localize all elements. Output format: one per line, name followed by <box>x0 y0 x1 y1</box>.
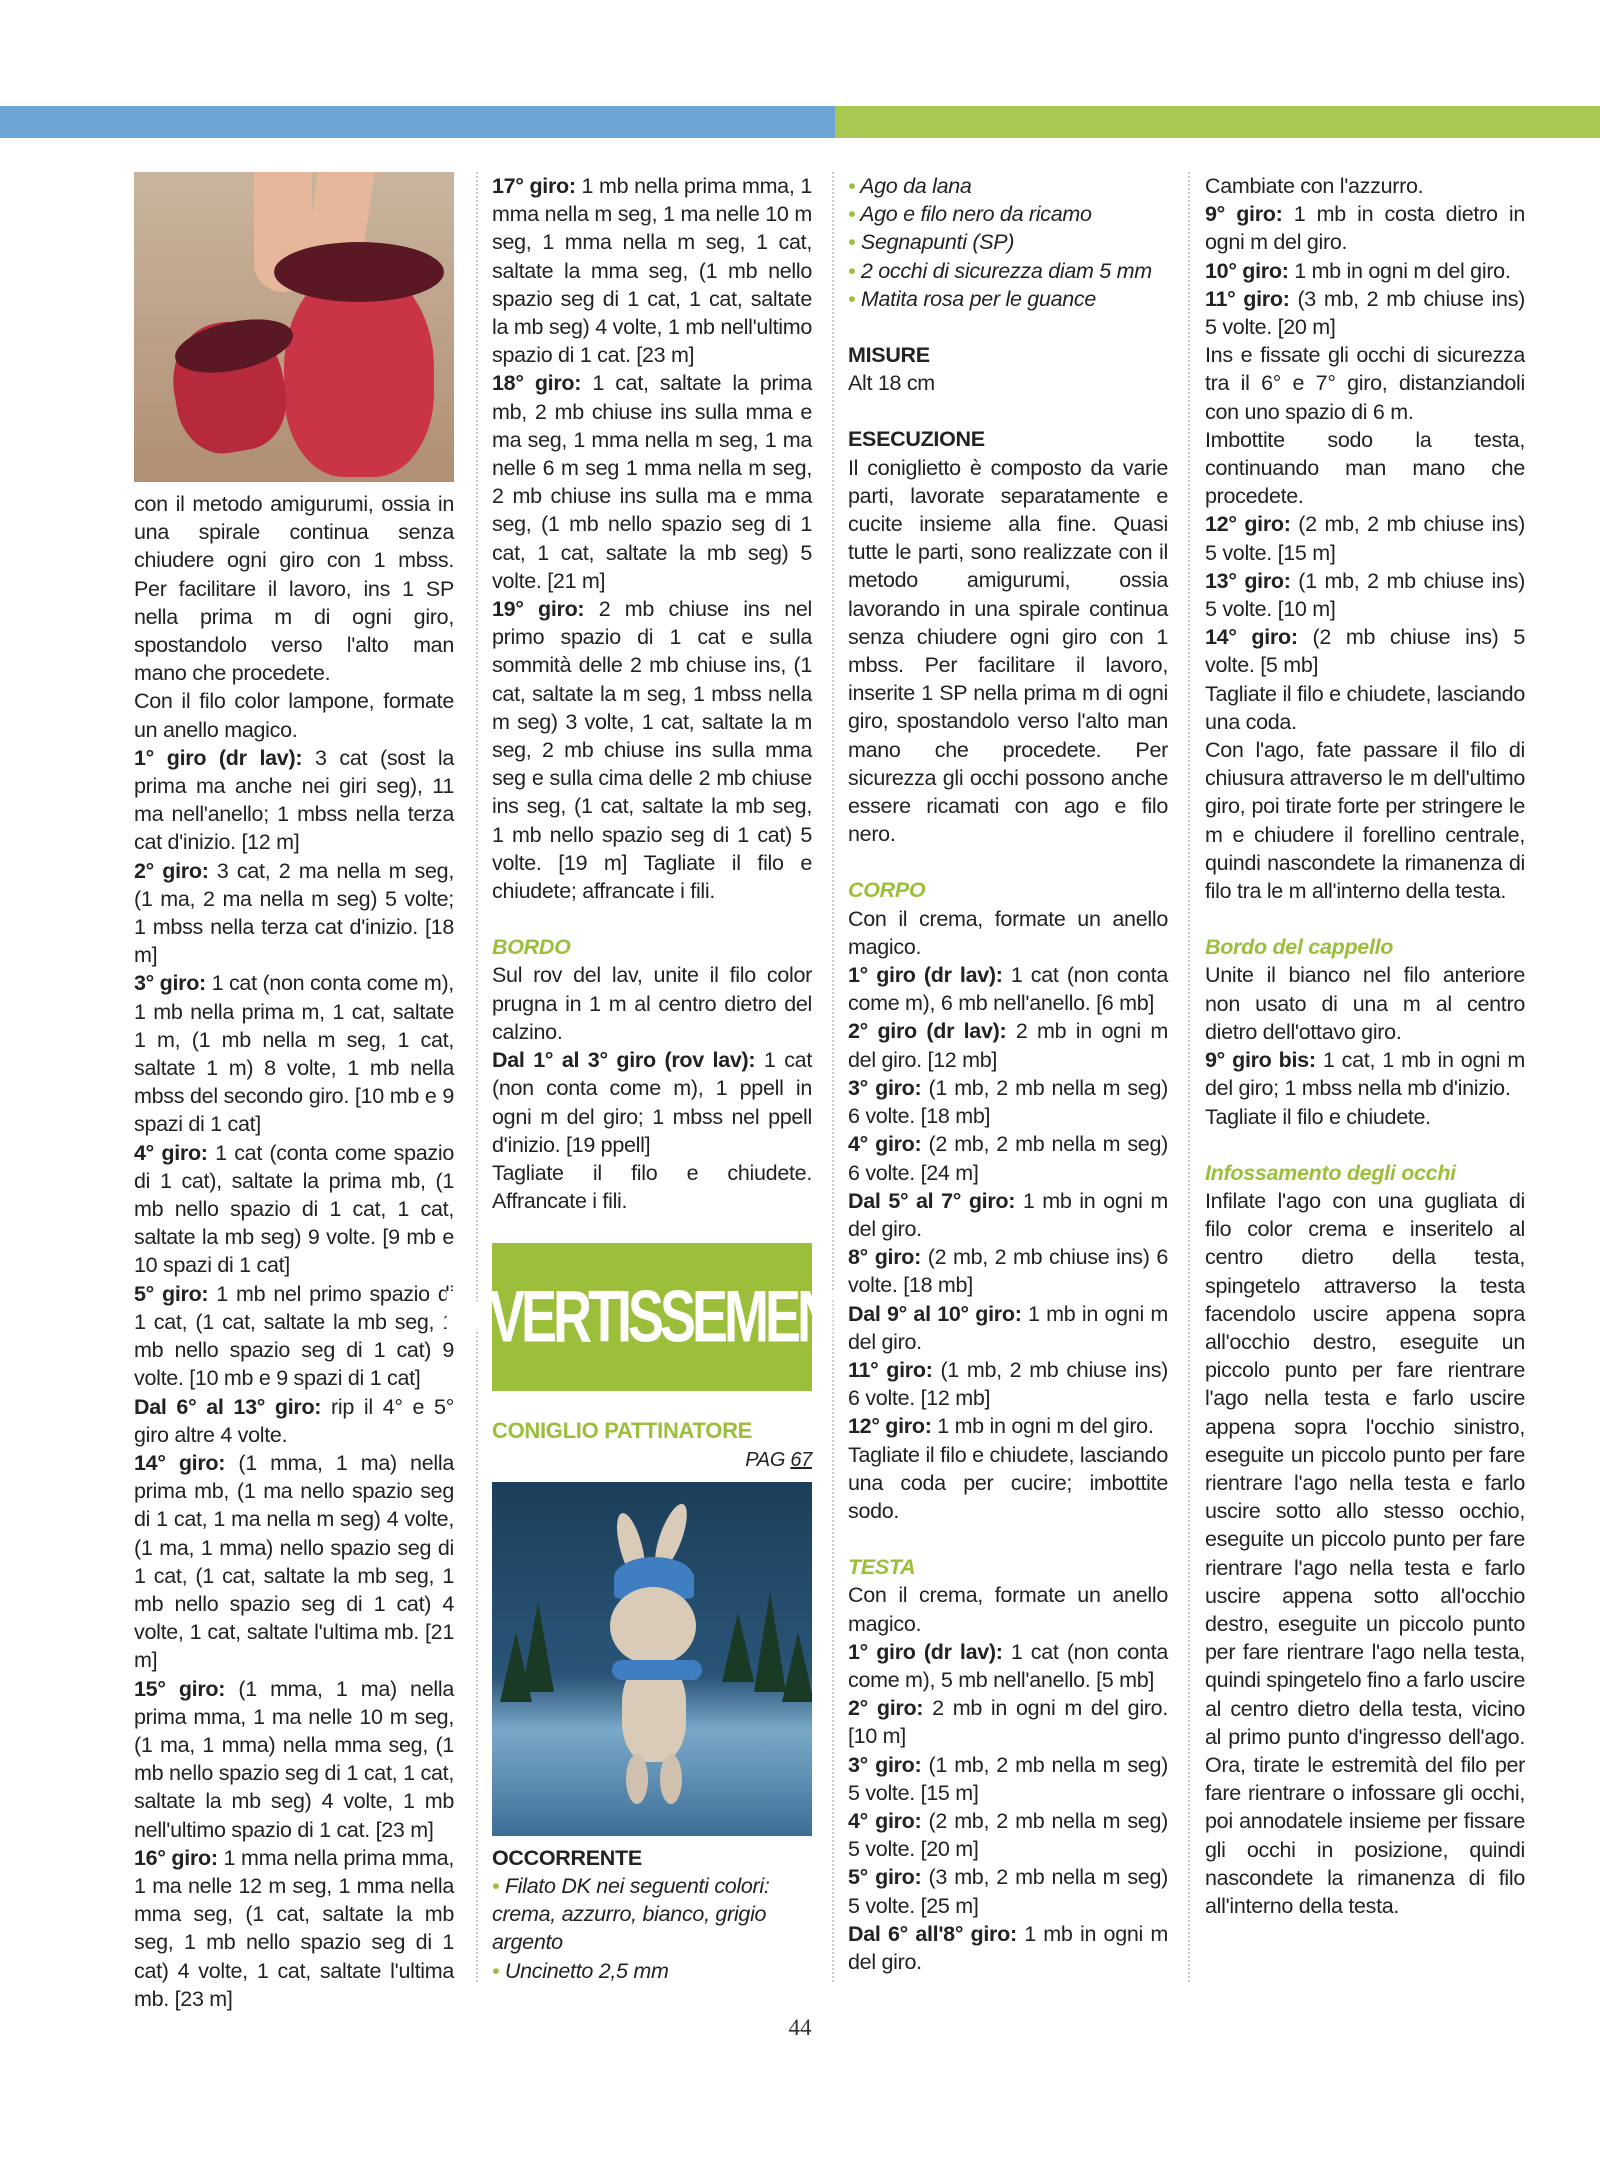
misure-title: MISURE <box>848 343 930 368</box>
instruction-line <box>134 857 454 970</box>
instruction-line <box>848 1441 1168 1526</box>
instruction-line <box>848 1863 1168 1919</box>
instruction-line <box>134 687 454 743</box>
bullet-icon: • <box>492 1958 505 1983</box>
round-label: 2° giro: <box>848 1696 924 1721</box>
instruction-text: 1 mb in ogni m del giro. <box>848 1921 1169 1974</box>
instruction-line <box>1205 285 1525 341</box>
instruction-text: (1 mb, 2 mb chiuse ins) 5 volte. [10 m] <box>1205 568 1525 622</box>
divertissement-banner: DIVERTISSEMENT <box>492 1243 812 1391</box>
instruction-line <box>134 490 454 687</box>
list-item-text: Ago e filo nero da ricamo <box>860 202 1092 227</box>
instruction-line <box>134 744 454 857</box>
instruction-line <box>848 905 1168 961</box>
instruction-line <box>848 1356 1168 1412</box>
instruction-text: con il metodo amigurumi, ossia in una spirale continua senza chiudere ogni giro con 1 mbss. Per facilitare il lavoro, ins 1 SP nella prima m di ogni giro, spostandolo verso l'alto man mano che procedete. <box>134 492 454 686</box>
instruction-line <box>492 172 812 369</box>
instruction-text: 2 mb in ogni m del giro. [12 mb] <box>848 1019 1169 1072</box>
column-divider <box>832 172 834 1982</box>
instruction-text: (1 mb, 2 mb nella m seg) 6 volte. [18 mb] <box>848 1075 1168 1129</box>
occhi-text: Infilate l'ago con una gugliata di filo color crema e inseritelo al centro dietro della testa, spingetelo attraverso la testa facendolo uscire appena sopra all'occhio destro, eseguite un piccolo punto per fare rientrare l'ago nella testa e farlo uscire appena sopra l'occhio sinistro, eseguite un piccolo punto per fare rientrare l'ago nella testa e farlo uscire sotto allo stesso occhio, eseguite un piccolo punto per fare rientrare l'ago nella testa e farlo uscire appena sotto all'occhio destro, eseguite un piccolo punto per fare rientrare l'ago nella testa, quindi spingetelo fino a farlo uscire al centro dietro della testa, vicino al primo punto d'ingresso dell'ago. Ora, tirate le estremità del filo per fare rientrare o infossare gli occhi, poi annodatele insieme per fissare gli occhi in posizione, quindi nascondete la rimanenza di filo all'interno della testa. <box>1205 1188 1525 1918</box>
instruction-line <box>134 1449 454 1675</box>
round-label: 4° giro: <box>848 1808 922 1833</box>
list-item-text: Ago da lana <box>860 174 972 198</box>
instruction-line <box>1205 1046 1525 1102</box>
bunny-photo <box>492 1482 812 1836</box>
bullet-icon: • <box>848 230 861 255</box>
round-label: 15° giro: <box>134 1676 226 1701</box>
instruction-text: Imbottite sodo la testa, continuando man mano che procedete. <box>1205 427 1525 509</box>
instruction-line <box>848 1017 1168 1073</box>
instruction-line <box>848 1581 1168 1637</box>
instruction-text: (2 mb, 2 mb nella m seg) 6 volte. [24 m] <box>848 1132 1168 1185</box>
instruction-line <box>492 369 812 595</box>
list-item <box>492 1872 812 1957</box>
round-label: 11° giro: <box>848 1357 933 1382</box>
bordo-text <box>492 961 812 1215</box>
instruction-text: (1 mb, 2 mb nella m seg) 5 volte. [15 m] <box>848 1752 1168 1805</box>
round-label: 8° giro: <box>848 1245 921 1270</box>
instruction-text: 1 cat, 1 mb in ogni m del giro; 1 mbss nella mb d'inizio. <box>1205 1048 1525 1101</box>
instruction-line <box>848 1412 1168 1440</box>
instruction-text: 1 mb in ogni m del giro. <box>848 1188 1168 1241</box>
esecuzione-text: Il coniglietto è composto da varie parti, lavorate separatamente e cucite insieme alla fine. Quasi tutte le parti, sono realizzate con il metodo amigurumi, ossia lavorando in una spirale continua senza chiudere ogni giro con 1 mbss. Per facilitare il lavoro, inserite 1 SP nella prima m di ogni giro, spostandolo verso l'alto man mano che procedete. Per sicurezza gli occhi possono anche essere ricamati con ago e filo nero. <box>848 455 1168 847</box>
instruction-line <box>848 961 1168 1017</box>
instruction-line <box>134 1393 454 1449</box>
round-label: 2° giro (dr lav): <box>848 1019 1007 1044</box>
instruction-text: 3 cat (sost la prima ma anche nei giri seg), 11 ma nell'anello; 1 mbss nella terza cat d'inizio. [12 m] <box>134 745 454 855</box>
list-item-text: Matita rosa per le guance <box>860 286 1097 311</box>
list-item <box>848 228 1168 256</box>
instruction-text: Sul rov del lav, unite il filo color prugna in 1 m al centro dietro del calzino. <box>492 963 812 1044</box>
round-label: 1° giro (dr lav): <box>848 963 1003 988</box>
instruction-text: Tagliate il filo e chiudete, lasciando una coda per cucire; imbottite sodo. <box>848 1442 1168 1523</box>
list-item <box>848 200 1168 228</box>
instruction-line <box>492 595 812 905</box>
round-label: 14° giro: <box>1205 625 1298 650</box>
instruction-text: Tagliate il filo e chiudete, lasciando una coda. <box>1205 681 1525 734</box>
round-label: Dal 1° al 3° giro (rov lav): <box>492 1048 756 1073</box>
instruction-text: 1 mb nella prima mma, 1 mma nella m seg, 1 ma nelle 10 m seg, 1 mma nella m seg, 1 cat, saltate la mma seg, (1 mb nello spazio seg di 1 cat, 1 cat, saltate la mb seg) 4 volte, 1 mb nell'ultimo spazio di 1 cat. [23 m] <box>492 174 813 368</box>
column-divider <box>1188 172 1190 1982</box>
instruction-text: (2 mb, 2 mb chiuse ins) 5 volte. [15 m] <box>1205 512 1525 565</box>
misure-value: Alt 18 cm <box>848 371 935 396</box>
round-label: Dal 6° al 13° giro: <box>134 1394 322 1419</box>
round-label: 11° giro: <box>1205 286 1290 311</box>
instruction-text: 3 cat, 2 ma nella m seg, (1 ma, 2 ma nella m seg) 5 volte; 1 mbss nella terza cat d'inizio. [18 m] <box>134 858 454 968</box>
instruction-line <box>1205 341 1525 426</box>
instruction-text: 2 mb chiuse ins nel primo spazio di 1 cat e sulla sommità delle 2 mb chiuse ins, (1 cat, saltate la m seg, 1 mbss nella m seg) 3 volte, 1 cat, saltate la m seg, 2 mb chiuse ins sulla mma seg e sulla cima delle 2 mb chiuse ins seg, (1 cat, saltate la mb seg, 1 mb nello spazio seg di 1 cat) 5 volte. [19 m] Tagliate il filo e chiudete; affrancate i fili. <box>492 597 812 904</box>
round-label: 17° giro: <box>492 174 576 198</box>
instruction-line <box>134 1280 454 1393</box>
instruction-line <box>134 1139 454 1280</box>
instruction-text: Cambiate con l'azzurro. <box>1205 174 1424 198</box>
esecuzione-title: ESECUZIONE <box>848 427 985 452</box>
col1-text <box>134 490 454 2013</box>
instruction-line <box>1205 426 1525 511</box>
instruction-text: (2 mb, 2 mb chiuse ins) 6 volte. [18 mb] <box>848 1245 1168 1298</box>
instruction-line <box>1205 623 1525 679</box>
testa-text <box>848 1581 1168 1976</box>
instruction-text: Tagliate il filo e chiudete. <box>1205 1104 1431 1129</box>
instruction-text: Con il filo color lampone, formate un anello magico. <box>134 689 454 742</box>
instruction-text: (1 mma, 1 ma) nella prima mb, (1 ma nello spazio seg di 1 cat, 1 ma nella m seg) 4 volte, (1 ma, 1 mma) nello spazio seg di 1 cat, (1 cat, saltate la mb seg, 1 mb nello spazio seg di 1 cat) 4 volte, 1 cat, saltate l'ultima mb. [21 m] <box>134 1450 454 1673</box>
instruction-text: 1 mb in ogni m del giro. <box>848 1301 1169 1354</box>
round-label: 2° giro: <box>134 858 209 883</box>
round-label: 12° giro: <box>848 1414 932 1439</box>
round-label: 3° giro: <box>134 971 206 996</box>
round-label: 10° giro: <box>1205 258 1289 283</box>
instruction-text: rip il 4° e 5° giro altre 4 volte. <box>134 1394 454 1447</box>
instruction-text: 1 cat (conta come spazio di 1 cat), saltate la prima mb, (1 mb nello spazio di 1 cat, 1 cat, saltate la mb seg) 9 volte. [9 mb e 10 spazi di 1 cat] <box>134 1140 454 1278</box>
round-label: 9° giro: <box>1205 202 1283 227</box>
instruction-line <box>134 969 454 1138</box>
header-bar-green <box>835 106 1600 138</box>
instruction-line <box>848 1807 1168 1863</box>
instruction-text: 1 mma nella prima mma, 1 ma nelle 12 m seg, 1 mma nella mma seg, (1 cat, saltate la mb seg, 1 mb nello spazio seg di 1 cat) 4 volte, 1 cat, saltate l'ultima mb. [23 m] <box>134 1845 454 2011</box>
bullet-icon: • <box>848 258 861 283</box>
instruction-text: (1 mma, 1 ma) nella prima mma, 1 ma nelle 10 m seg, (1 ma, 1 mma) nella mma seg, (1 mb nello spazio seg di 1 cat, 1 cat, saltate la mb seg) 4 volte, 1 mb nell'ultimo spazio di 1 cat. [23 m] <box>134 1676 454 1842</box>
column-1 <box>134 172 454 2013</box>
instruction-text: Tagliate il filo e chiudete. Affrancate i fili. <box>492 1160 812 1214</box>
instruction-text: 1 mb in ogni m del giro. <box>1288 258 1511 283</box>
instruction-text: (3 mb, 2 mb chiuse ins) 5 volte. [20 m] <box>1205 286 1525 340</box>
instruction-line <box>1205 257 1525 285</box>
bordo-cappello-title: Bordo del cappello <box>1205 935 1394 960</box>
instruction-line <box>848 1187 1168 1243</box>
instruction-line <box>1205 172 1525 200</box>
page-number: 44 <box>788 2015 812 2040</box>
instruction-text: 1 cat (non conta come m), 1 ppell in ogni m del giro; 1 mbss nel ppell d'inizio. [19 ppell] <box>492 1048 812 1157</box>
round-label: Dal 9° al 10° giro: <box>848 1301 1022 1326</box>
round-label: 14° giro: <box>134 1450 226 1475</box>
instruction-text: Con l'ago, fate passare il filo di chiusura attraverso le m dell'ultimo giro, poi tirate forte per stringere le m e chiudere il forellino centrale, quindi nascondete la rimanenza di filo tra le m all'interno della testa. <box>1205 738 1525 904</box>
instruction-line <box>1205 1103 1525 1131</box>
round-label: Dal 6° all'8° giro: <box>848 1921 1017 1946</box>
materials-list <box>848 172 1168 313</box>
instruction-text: 2 mb in ogni m del giro. [10 m] <box>848 1696 1168 1749</box>
instruction-line <box>1205 200 1525 256</box>
instruction-text: 1 mb nel primo spazio di 1 cat, (1 cat, saltate la mb seg, 1 mb nello spazio seg di 1 cat) 9 volte. [10 mb e 9 spazi di 1 cat] <box>134 1281 454 1391</box>
round-label: 3° giro: <box>848 1075 922 1100</box>
list-item-text: Filato DK nei seguenti colori: crema, azzurro, bianco, grigio argento <box>492 1873 770 1955</box>
round-label: Dal 5° al 7° giro: <box>848 1188 1016 1213</box>
instruction-text: 1 cat (non conta come m), 6 mb nell'anello. [6 mb] <box>848 963 1168 1016</box>
instruction-line <box>848 1638 1168 1694</box>
instruction-text: 1 cat (non conta come m), 1 mb nella prima m, 1 cat, saltate 1 m, (1 mb nella m seg, 1 cat, saltate 1 m) 8 volte, 1 mb nella mbss del secondo giro. [10 mb e 9 spazi di 1 cat] <box>134 971 454 1137</box>
round-label: 4° giro: <box>848 1132 922 1157</box>
round-label: 1° giro (dr lav): <box>848 1639 1003 1664</box>
page-reference[interactable]: PAG 67 <box>745 1448 812 1471</box>
round-label: 3° giro: <box>848 1752 922 1777</box>
round-label: 19° giro: <box>492 597 585 622</box>
instruction-line <box>848 1300 1168 1356</box>
column-divider <box>476 172 478 1982</box>
round-label: 12° giro: <box>1205 512 1291 537</box>
instruction-line <box>492 961 812 1046</box>
col2-text <box>492 172 812 905</box>
instruction-line <box>1205 961 1525 1046</box>
round-label: 13° giro: <box>1205 568 1291 593</box>
instruction-line <box>492 1046 812 1159</box>
round-label: 9° giro bis: <box>1205 1048 1316 1073</box>
round-label: 5° giro: <box>134 1281 209 1306</box>
round-label: 4° giro: <box>134 1140 208 1165</box>
round-label: 5° giro: <box>848 1865 922 1890</box>
round-label: 1° giro (dr lav): <box>134 745 303 770</box>
instruction-line <box>848 1074 1168 1130</box>
instruction-text: Con il crema, formate un anello magico. <box>848 906 1168 959</box>
instruction-line <box>1205 567 1525 623</box>
occhi-title: Infossamento degli occhi <box>1205 1160 1456 1185</box>
instruction-line <box>1205 510 1525 566</box>
column-2 <box>442 172 862 1985</box>
instruction-text: 1 cat (non conta come m), 5 mb nell'anello. [5 mb] <box>848 1639 1168 1692</box>
instruction-text: (3 mb, 2 mb nella m seg) 5 volte. [25 m] <box>848 1865 1168 1918</box>
testa-title: TESTA <box>848 1555 916 1580</box>
column-4 <box>1205 172 1525 1920</box>
corpo-text <box>848 905 1168 1525</box>
col4-text <box>1205 172 1525 905</box>
corpo-title: CORPO <box>848 878 926 903</box>
column-3 <box>848 172 1168 1976</box>
instruction-text: (2 mb, 2 mb nella m seg) 5 volte. [20 m] <box>848 1808 1168 1862</box>
instruction-line <box>1205 680 1525 736</box>
bullet-icon: • <box>848 286 861 311</box>
instruction-text: Unite il bianco nel filo anteriore non usato di una m al centro dietro dell'ottavo giro. <box>1205 963 1525 1044</box>
list-item-text: 2 occhi di sicurezza diam 5 mm <box>860 258 1152 283</box>
list-item-text: Segnapunti (SP) <box>860 230 1015 255</box>
header-bar-blue <box>0 106 835 138</box>
instruction-line <box>848 1920 1168 1976</box>
instruction-text: (1 mb, 2 mb chiuse ins) 6 volte. [12 mb] <box>848 1357 1168 1411</box>
instruction-text: 1 cat, saltate la prima mb, 2 mb chiuse ins sulla mma e ma seg, 1 mma nella m seg, 1 ma nelle 6 m seg 1 mma nella m seg, 2 mb chiuse ins sulla ma e mma seg, (1 mb nello spazio seg di 1 cat, 1 cat, saltate la mb seg) 5 volte. [21 m] <box>492 371 812 593</box>
instruction-line <box>848 1751 1168 1807</box>
list-item <box>848 257 1168 285</box>
round-label: 16° giro: <box>134 1845 218 1870</box>
instruction-text: Ins e fissate gli occhi di sicurezza tra il 6° e 7° giro, distanziandoli con uno spazio di 6 m. <box>1205 343 1525 424</box>
instruction-line <box>134 1844 454 2013</box>
project-title: CONIGLIO PATTINATORE <box>492 1418 753 1444</box>
occorrente-title: OCCORRENTE <box>492 1845 642 1870</box>
instruction-line <box>848 1694 1168 1750</box>
list-item <box>848 285 1168 313</box>
instruction-line <box>1205 736 1525 905</box>
instruction-line <box>848 1243 1168 1299</box>
bordo-title: BORDO <box>492 935 571 960</box>
slippers-photo <box>134 172 454 482</box>
list-item <box>848 172 1168 200</box>
instruction-line <box>134 1675 454 1844</box>
occorrente-list <box>492 1872 812 1985</box>
instruction-line <box>848 1130 1168 1186</box>
list-item <box>492 1957 812 1985</box>
bordo-cappello-text <box>1205 961 1525 1130</box>
instruction-text: 1 mb in ogni m del giro. <box>931 1414 1154 1439</box>
bullet-icon: • <box>492 1873 505 1898</box>
instruction-text: 1 mb in costa dietro in ogni m del giro. <box>1205 202 1525 255</box>
bullet-icon: • <box>848 174 861 198</box>
instruction-line <box>492 1159 812 1215</box>
list-item-text: Uncinetto 2,5 mm <box>504 1958 669 1983</box>
instruction-text: (2 mb chiuse ins) 5 volte. [5 mb] <box>1205 625 1525 678</box>
bullet-icon: • <box>848 202 861 227</box>
instruction-text: Con il crema, formate un anello magico. <box>848 1583 1168 1636</box>
round-label: 18° giro: <box>492 371 582 396</box>
